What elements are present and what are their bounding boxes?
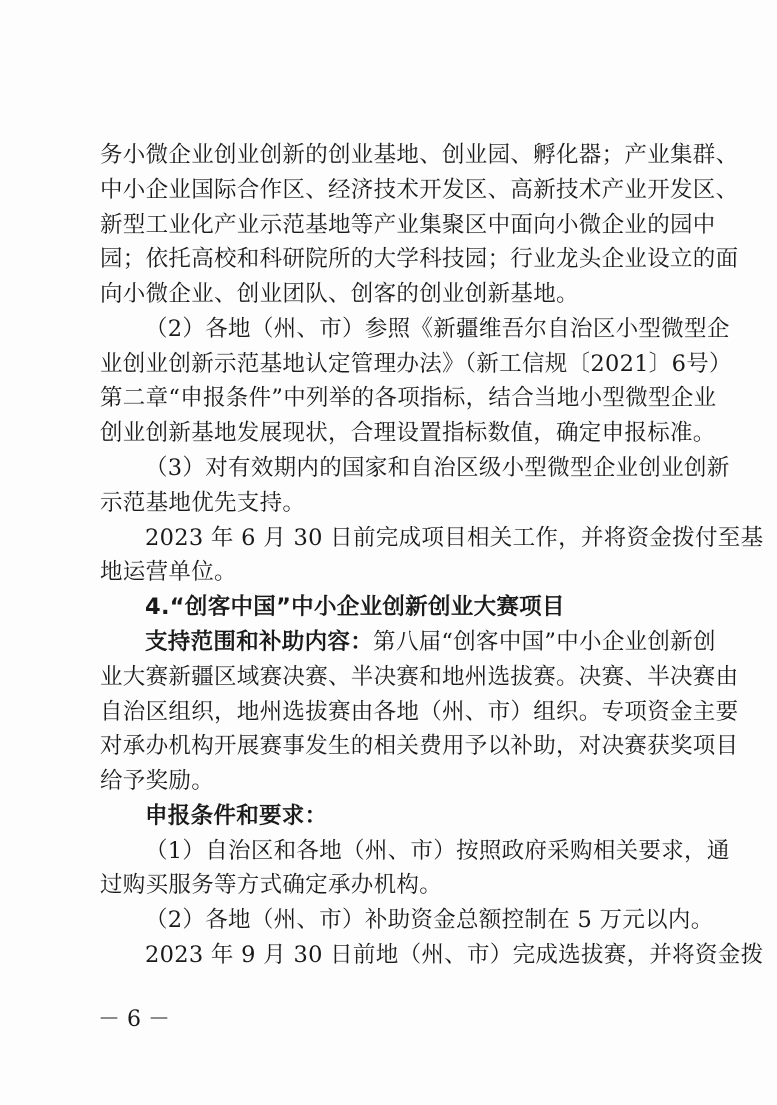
text-line: 地运营单位。 — [100, 559, 237, 586]
text-line: 给予奖励。 — [100, 768, 215, 795]
text-line: 业大赛新疆区域赛决赛、半决赛和地州选拔赛。决赛、半决赛由 — [100, 663, 739, 690]
page-number: － 6 － — [98, 1007, 170, 1032]
text-line: （2）各地（州、市）补助资金总额控制在 5 万元以内。 — [145, 907, 714, 934]
text-line — [145, 627, 716, 657]
text-line: 向小微企业、创业团队、创客的创业创新基地。 — [100, 281, 579, 308]
text-line: （1）自治区和各地（州、市）按照政府采购相关要求，通 — [145, 837, 730, 864]
section-heading: 4.“创客中国”中小企业创新创业大赛项目 — [145, 594, 565, 621]
text-line: 中小企业国际合作区、经济技术开发区、高新技术产业开发区、 — [100, 176, 739, 203]
bold-label: 支持范围和补助内容： — [145, 628, 374, 655]
text-line: 第二章“申报条件”中列举的各项指标，结合当地小型微型企业 — [100, 385, 717, 412]
section-heading: 申报条件和要求： — [145, 802, 328, 829]
text-line: 务小微企业创业创新的创业基地、创业园、孵化器；产业集群、 — [100, 142, 739, 168]
text-line: 自治区组织，地州选拔赛由各地（州、市）组织。专项资金主要 — [100, 698, 739, 725]
text-line: 业创业创新示范基地认定管理办法》（新工信规〔2021〕6号） — [100, 350, 732, 377]
text-line: 2023 年 6 月 30 日前完成项目相关工作，并将资金拨付至基 — [145, 524, 764, 551]
text-line: 过购买服务等方式确定承办机构。 — [100, 872, 443, 899]
text-line: 2023 年 9 月 30 日前地（州、市）完成选拔赛，并将资金拨 — [145, 942, 764, 968]
text-line: 创业创新基地发展现状，合理设置指标数值，确定申报标准。 — [100, 420, 716, 447]
text-line: （3）对有效期内的国家和自治区级小型微型企业创业创新 — [145, 455, 730, 482]
text-line: 对承办机构开展赛事发生的相关费用予以补助，对决赛获奖项目 — [100, 733, 739, 760]
text-line: 园；依托高校和科研院所的大学科技园；行业龙头企业设立的面 — [100, 246, 739, 273]
text-line: 新型工业化产业示范基地等产业集聚区中面向小微企业的园中 — [100, 211, 716, 238]
text-run: 第八届“创客中国”中小企业创新创 — [373, 628, 716, 655]
text-line: （2）各地（州、市）参照《新疆维吾尔自治区小型微型企 — [145, 315, 730, 342]
text-line: 示范基地优先支持。 — [100, 489, 306, 516]
